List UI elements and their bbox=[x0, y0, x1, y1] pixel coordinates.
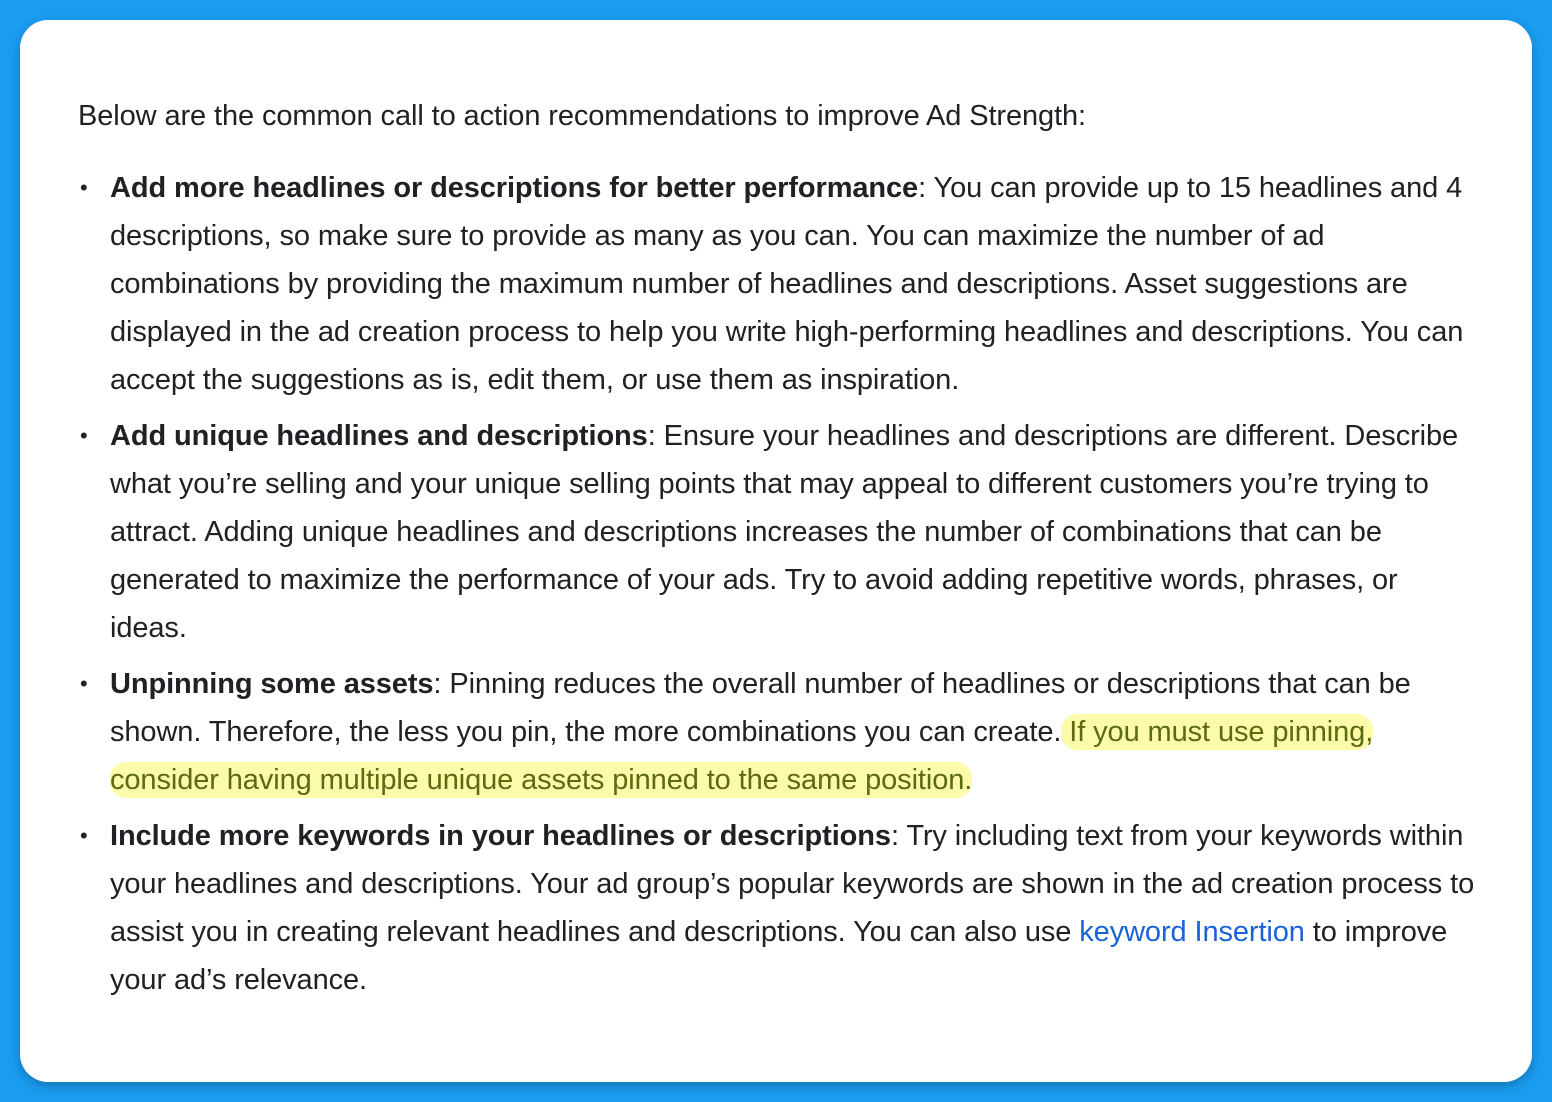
item-text: : Try including text from your keywords within your headlines and descriptions. Your ad group’s popular keywords are shown in the ad creation process to assist you in creating relevant headlines and descriptions. You can also use bbox=[110, 820, 1475, 948]
item-title: Add more headlines or descriptions for better performance bbox=[110, 172, 919, 204]
bullet: • bbox=[80, 823, 88, 848]
item-text: : Pinning reduces the overall number of headlines or descriptions that can be shown. Therefore, the less you pin, the more combinations you can create. bbox=[110, 668, 1411, 748]
keyword-insertion-link[interactable]: keyword Insertion bbox=[1079, 916, 1305, 948]
list-item bbox=[78, 660, 1478, 804]
list-item bbox=[78, 164, 1478, 404]
bullet: • bbox=[80, 175, 88, 200]
item-text: : Ensure your headlines and descriptions are different. Describe what you’re selling and your unique selling points that may appeal to different customers you’re trying to attract. Adding unique headlines and descriptions increases the number of combinations that can be generated to maximize the performance of your ads. Try to avoid adding repetitive words, phrases, or ideas. bbox=[110, 420, 1459, 644]
content-card bbox=[20, 20, 1532, 1082]
item-text: : You can provide up to 15 headlines and 4 descriptions, so make sure to provide as many as you can. You can maximize the number of ad combinations by providing the maximum number of headlines and descriptions. Asset suggestions are displayed in the ad creation process to help you write high-performing headlines and descriptions. You can accept the suggestions as is, edit them, or use them as inspiration. bbox=[110, 172, 1464, 396]
highlighted-text: If you must use pinning, consider having multiple unique assets pinned to the same position. bbox=[110, 716, 1374, 796]
intro-text: Below are the common call to action recommendations to improve Ad Strength: bbox=[78, 100, 1087, 132]
item-title: Unpinning some assets bbox=[110, 668, 434, 700]
item-title: Include more keywords in your headlines or descriptions bbox=[110, 820, 891, 852]
bullet: • bbox=[80, 671, 88, 696]
recommendations-list bbox=[78, 164, 1478, 1004]
item-text-after: to improve your ad’s relevance. bbox=[110, 916, 1448, 996]
item-title: Add unique headlines and descriptions bbox=[110, 420, 648, 452]
list-item bbox=[78, 812, 1478, 1004]
list-item bbox=[78, 412, 1478, 652]
bullet: • bbox=[80, 423, 88, 448]
